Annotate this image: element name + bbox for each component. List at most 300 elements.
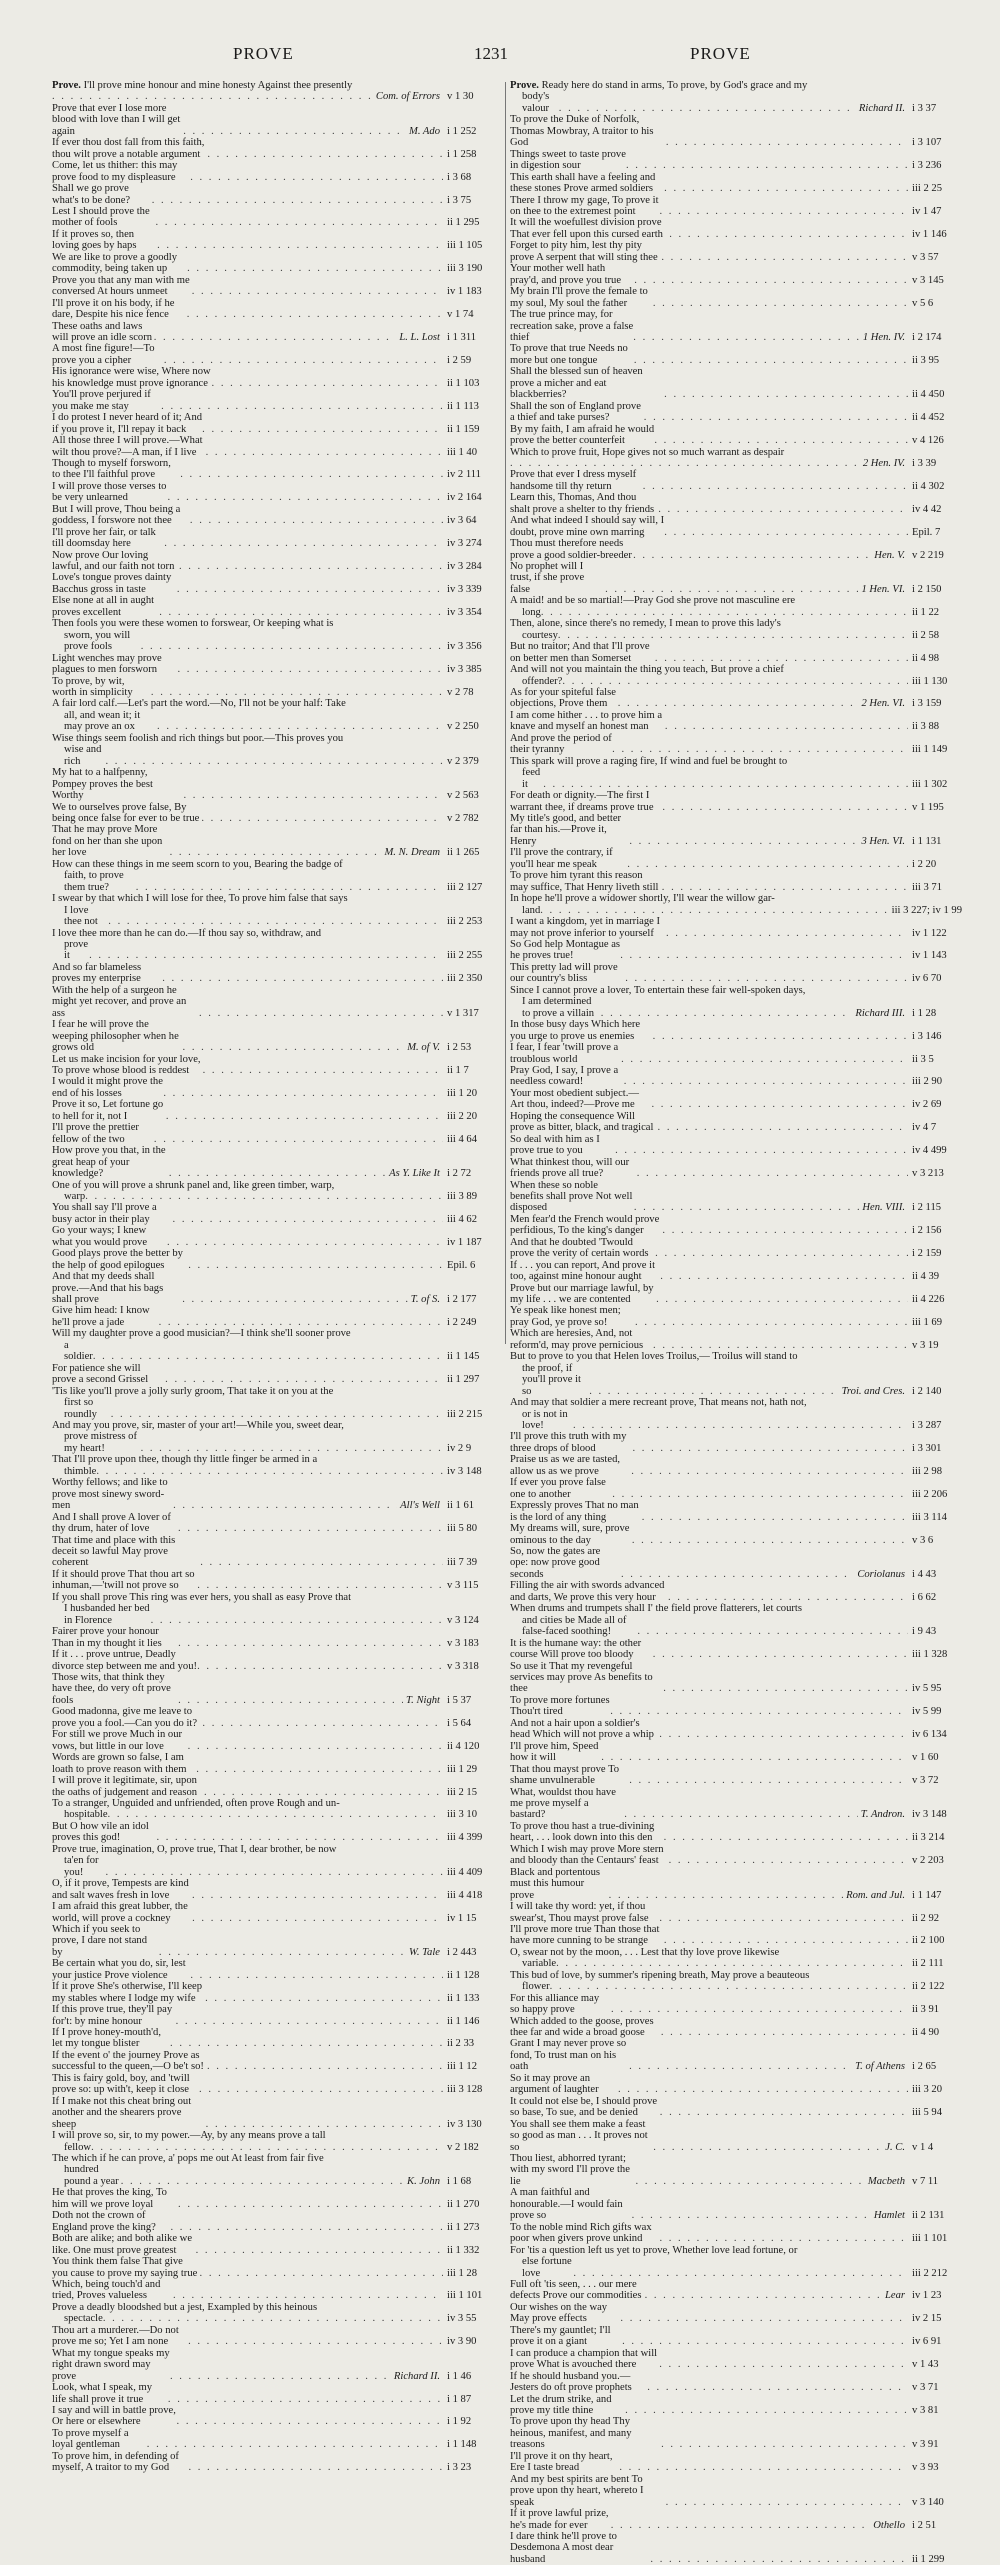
- line-reference: i 3 107: [912, 137, 942, 149]
- leader-dots: [182, 1294, 408, 1305]
- quotation: [52, 1592, 351, 1603]
- leader-dots: [659, 2233, 908, 2244]
- concordance-line: [52, 1386, 497, 1397]
- quotation: [510, 1065, 624, 1088]
- line-reference: i 2 72: [447, 1168, 472, 1180]
- concordance-line: [510, 1477, 962, 1500]
- quotation: [52, 2027, 170, 2050]
- leader-dots: [605, 584, 858, 595]
- leader-dots: [199, 2084, 443, 2095]
- quotation: [510, 2119, 653, 2153]
- quotation: [510, 2451, 619, 2474]
- concordance-line: [510, 1958, 962, 1969]
- line-reference: iii 3 20: [912, 2084, 943, 2096]
- leader-dots: [85, 1191, 443, 1202]
- leader-dots: [625, 973, 908, 984]
- quotation: [510, 813, 629, 847]
- quotation: [52, 1180, 334, 1191]
- concordance-line: [510, 2222, 962, 2245]
- quotation: [510, 1603, 802, 1614]
- concordance-line: [510, 2119, 962, 2153]
- concordance-line: [510, 756, 962, 767]
- concordance-line: [52, 1649, 497, 1672]
- play-abbreviation: Lear: [884, 2290, 905, 2302]
- quotation-text: There I throw my gage, To prove it on thee to the extremest point: [510, 194, 659, 217]
- line-reference: ii 1 145: [447, 1351, 480, 1363]
- quotation-text: I'll prove mine honour and mine honesty Against thee presently: [83, 80, 353, 91]
- quotation-text: For patience she will prove a second Grissel: [52, 1362, 149, 1386]
- quotation-text: Which if you seek to prove, I dare not stand by: [52, 1923, 148, 1958]
- line-reference: i 3 39: [912, 457, 937, 469]
- quotation: [52, 1981, 205, 2004]
- quotation: [52, 1512, 178, 1535]
- concordance-line: [510, 2187, 962, 2221]
- quotation-text: Now prove Our loving lawful, and our faith not torn: [52, 549, 175, 573]
- leader-dots: [653, 1031, 908, 1042]
- quotation-text: O, swear not by the moon, . . . Lest that thy love prove likewise: [510, 1946, 780, 1958]
- leader-dots: [156, 1832, 443, 1843]
- quotation-text: How prove you that, in the great heap of your knowledge?: [52, 1145, 166, 1180]
- leader-dots: [651, 1099, 908, 1110]
- quotation: [510, 630, 558, 641]
- line-reference: i 3 68: [447, 171, 472, 183]
- quotation-text: And will not you maintain the thing you teach, But prove a chief: [510, 664, 784, 676]
- concordance-line: [52, 2096, 497, 2130]
- line-reference: iii 4 409: [447, 1866, 483, 1878]
- line-reference: iv 5 99: [912, 1706, 942, 1718]
- line-reference: iv 5 95: [912, 1683, 942, 1695]
- quotation: [52, 2256, 200, 2279]
- quotation: [52, 939, 89, 962]
- line-reference: v 3 71: [912, 2382, 939, 2394]
- quotation: [52, 2004, 176, 2027]
- line-reference: ii 4 98: [912, 652, 940, 664]
- concordance-line: [52, 1225, 497, 1248]
- line-reference: ii 2 100: [912, 1935, 945, 1947]
- quotation-text: If I make not this cheat bring out another and the shearers prove sheep: [52, 2095, 192, 2130]
- quotation-text: hospitable: [64, 1809, 108, 1821]
- concordance-line: [510, 1500, 962, 1523]
- quotation: [510, 1500, 642, 1523]
- quotation-text: the proof, if you'll prove it so: [522, 1362, 581, 1397]
- line-reference: v 3 19: [912, 1339, 939, 1351]
- concordance-line: [52, 1202, 497, 1225]
- concordance-line: [52, 252, 497, 275]
- line-reference: iii 5 80: [447, 1523, 478, 1535]
- quotation: [52, 1924, 159, 1958]
- line-reference: i 1 68: [447, 2175, 472, 2187]
- quotation: [510, 2325, 622, 2348]
- quotation-text: flower: [522, 1981, 550, 1993]
- quotation-text: I fear he will prove the weeping philosopher when he grows old: [52, 1019, 179, 1054]
- quotation-text: Pray God, I say, I prove a needless coward!: [510, 1064, 619, 1088]
- concordance-line: [510, 309, 962, 343]
- concordance-line: [510, 366, 962, 400]
- quotation-text: To prove him, in defending of myself, A traitor to my God: [52, 2450, 179, 2474]
- concordance-line: [510, 1431, 962, 1454]
- quotation: [510, 916, 666, 939]
- leader-dots: [662, 802, 908, 813]
- quotation-text: You think them false That give you cause to prove my saying true: [52, 2256, 198, 2279]
- leader-dots: [159, 1947, 406, 1958]
- line-reference: ii 1 159: [447, 423, 480, 435]
- quotation-text: So it may prove an argument of laughter: [510, 2072, 599, 2096]
- quotation: [52, 767, 183, 801]
- concordance-line: [510, 1580, 962, 1603]
- concordance-line: [52, 767, 497, 801]
- concordance-line: [52, 1340, 497, 1363]
- concordance-line: [510, 1397, 962, 1408]
- quotation-text: If it . . . prove untrue, Deadly divorce step between me and you!: [52, 1649, 198, 1672]
- leader-dots: [178, 2199, 443, 2210]
- line-reference: ii 1 299: [912, 2553, 945, 2565]
- line-reference: v 3 93: [912, 2462, 939, 2474]
- leader-dots: [601, 1008, 853, 1019]
- play-abbreviation: 2 Hen. VI.: [861, 698, 905, 710]
- leader-dots: [660, 2107, 908, 2118]
- concordance-line: [510, 641, 962, 664]
- line-reference: ii 1 7: [447, 1064, 469, 1076]
- quotation-text: offender?: [522, 675, 563, 687]
- leader-dots: [157, 721, 443, 732]
- leader-dots: [204, 1787, 443, 1798]
- line-reference: iv 1 143: [912, 950, 947, 962]
- quotation-text: prove it: [64, 938, 89, 962]
- concordance-line: [52, 1729, 497, 1752]
- quotation: [510, 905, 540, 916]
- line-reference: ii 2 58: [912, 629, 940, 641]
- quotation: [510, 538, 633, 561]
- quotation: [510, 1214, 662, 1237]
- concordance-line: [510, 2302, 962, 2325]
- quotation: [510, 1454, 631, 1477]
- line-reference: v 1 60: [912, 1752, 939, 1764]
- leader-dots: [105, 756, 443, 767]
- quotation-text: I'll prove her fair, or talk till doomsday here: [52, 526, 156, 550]
- leader-dots: [206, 447, 443, 458]
- concordance-line: [510, 733, 962, 756]
- line-reference: v 5 6: [912, 297, 934, 309]
- quotation-text: In hope he'll prove a widower shortly, I'll wear the willow gar-: [510, 893, 775, 905]
- quotation-text: It will the woefullest division prove That ever fell upon this cursed earth: [510, 217, 663, 240]
- quotation-text: To prove the Duke of Norfolk, Thomas Mowbray, A traitor to his God: [510, 114, 654, 149]
- leader-dots: [633, 332, 860, 343]
- quotation-text: sworn, you will prove fools: [64, 629, 131, 653]
- leader-dots: [165, 1374, 443, 1385]
- line-reference: v 3 91: [912, 2439, 939, 2451]
- play-abbreviation: 3 Hen. VI.: [861, 835, 905, 847]
- quotation-text: Look, what I speak, my life shall prove it true: [52, 2382, 153, 2405]
- concordance-line: [52, 618, 497, 629]
- leader-dots: [197, 1580, 443, 1591]
- quotation-text: If it proves so, then loving goes by haps: [52, 228, 137, 252]
- concordance-line: [52, 1878, 497, 1901]
- leader-dots: [162, 973, 443, 984]
- quotation: [510, 172, 664, 195]
- quotation-text: Prove a deadly bloodshed but a jest, Exampled by this heinous: [52, 2301, 318, 2313]
- quotation: [510, 756, 787, 767]
- quotation: [510, 1042, 621, 1065]
- concordance-line: [510, 1901, 962, 1924]
- leader-dots: [170, 2222, 443, 2233]
- leader-dots: [177, 584, 443, 595]
- quotation-text: thimble: [64, 1465, 97, 1477]
- concordance-line: [52, 160, 497, 183]
- quotation-text: If ever thou dost fall from this faith, thou wilt prove a notable argument: [52, 137, 205, 160]
- play-abbreviation: Hamlet: [873, 2210, 905, 2222]
- concordance-line: [52, 2382, 497, 2405]
- concordance-line: [510, 1454, 962, 1477]
- quotation-text: Good madonna, give me leave to prove you a fool.—Can you do it?: [52, 1706, 198, 1729]
- line-reference: iv 4 42: [912, 503, 942, 515]
- concordance-line: [52, 504, 497, 527]
- quotation: [510, 401, 644, 424]
- leader-dots: [629, 836, 858, 847]
- quotation: [52, 1603, 151, 1626]
- leader-dots: [176, 2016, 443, 2027]
- quotation: [510, 2256, 573, 2279]
- line-reference: iii 1 40: [447, 446, 478, 458]
- line-reference: ii 1 113: [447, 400, 479, 412]
- leader-dots: [626, 160, 908, 171]
- quotation-text: I am determined to prove a villain: [522, 996, 595, 1019]
- leader-dots: [625, 2405, 908, 2416]
- quotation-text: Will my daughter prove a good musician?—I think she'll sooner prove: [52, 1328, 351, 1340]
- play-abbreviation: W. Tale: [408, 1946, 440, 1958]
- line-reference: ii 2 131: [912, 2210, 945, 2222]
- line-reference: v 3 183: [447, 1637, 479, 1649]
- line-reference: ii 2 33: [447, 2038, 475, 2050]
- quotation: [52, 1397, 111, 1420]
- leader-dots: [151, 687, 443, 698]
- play-abbreviation: K. John: [407, 2175, 440, 2187]
- leader-dots: [156, 217, 444, 228]
- line-reference: iv 3 339: [447, 583, 482, 595]
- leader-dots: [89, 950, 443, 961]
- quotation-text: To a stranger, Unguided and unfriended, often prove Rough and un-: [52, 1797, 340, 1809]
- quotation: [52, 1145, 169, 1179]
- left-column: [52, 80, 497, 2474]
- leader-dots: [197, 1661, 443, 1672]
- quotation: [510, 676, 562, 687]
- quotation: [510, 114, 666, 148]
- quotation: [510, 1523, 632, 1546]
- quotation: [52, 1271, 182, 1305]
- quotation: [510, 1947, 779, 1958]
- quotation-text: In those busy days Which here you urge to prove us enemies: [510, 1019, 641, 1042]
- leader-dots: [637, 1626, 908, 1637]
- quotation: [510, 1958, 556, 1969]
- play-abbreviation: T. Andron.: [860, 1809, 905, 1821]
- quotation: [52, 1626, 178, 1649]
- quotation: [52, 2279, 173, 2302]
- line-reference: iv 1 146: [912, 228, 947, 240]
- concordance-line: [52, 802, 497, 825]
- leader-dots: [611, 2004, 908, 2015]
- quotation: [52, 298, 187, 321]
- line-reference: iii 2 98: [912, 1465, 943, 1477]
- quotation: [510, 1615, 637, 1638]
- leader-dots: [655, 653, 908, 664]
- concordance-line: [52, 1054, 497, 1077]
- quotation: [52, 2348, 170, 2382]
- leader-dots: [629, 1775, 908, 1786]
- line-reference: iv 3 90: [447, 2336, 477, 2348]
- line-reference: ii 4 452: [912, 412, 945, 424]
- line-reference: ii 4 90: [912, 2027, 940, 2039]
- concordance-line: [52, 1122, 497, 1145]
- quotation-text: I say and will in battle prove, Or here or elsewhere: [52, 2404, 176, 2428]
- concordance-line: [52, 1981, 497, 2004]
- line-reference: iv 2 111: [447, 469, 481, 481]
- leader-dots: [187, 309, 443, 320]
- quotation-text: And prove the period of their tyranny: [510, 732, 612, 756]
- running-head-left: PROVE: [233, 44, 294, 63]
- quotation-text: That I'll prove upon thee, though thy little finger be armed in a: [52, 1454, 318, 1466]
- quotation-text: That he may prove More fond on her than she upon her love: [52, 824, 163, 859]
- line-reference: iv 1 15: [447, 1912, 477, 1924]
- quotation: [52, 1649, 197, 1672]
- line-reference: iv 3 284: [447, 561, 482, 573]
- concordance-line: [510, 469, 962, 492]
- concordance-line: [510, 2394, 962, 2417]
- concordance-line: [52, 2233, 497, 2256]
- concordance-line: [510, 905, 962, 916]
- concordance-line: [52, 1397, 497, 1420]
- quotation: [52, 1386, 333, 1397]
- line-reference: v 3 72: [912, 1775, 939, 1787]
- line-reference: iv 3 354: [447, 606, 482, 618]
- quotation: [52, 2313, 103, 2324]
- quotation-text: What, wouldst thou have me prove myself a bastard?: [510, 1786, 616, 1821]
- leader-dots: [663, 1683, 908, 1694]
- quotation: [510, 447, 784, 458]
- quotation: [510, 561, 605, 595]
- quotation: [52, 1775, 204, 1798]
- line-reference: Epil. 6: [447, 1259, 476, 1271]
- line-reference: ii 4 120: [447, 1740, 480, 1752]
- quotation-text: Doth not the crown of England prove the king?: [52, 2210, 156, 2233]
- quotation-text: These oaths and laws will prove an idle scorn: [52, 320, 153, 343]
- quotation-text: I dare think he'll prove to Desdemona A most dear husband: [510, 2530, 617, 2565]
- line-reference: iii 1 12: [447, 2061, 478, 2073]
- play-abbreviation: Richard II.: [858, 102, 905, 114]
- play-abbreviation: Othello: [873, 2519, 905, 2531]
- quotation-text: To prove more fortunes Thou'rt tired: [510, 1694, 610, 1718]
- leader-dots: [188, 1741, 443, 1752]
- play-abbreviation: Hen. VIII.: [862, 1202, 905, 1214]
- leader-dots: [147, 2439, 443, 2450]
- quotation: [52, 1340, 93, 1363]
- concordance-line: [510, 1603, 962, 1614]
- quotation: [52, 2405, 177, 2428]
- line-reference: i 3 159: [912, 698, 942, 710]
- quotation-text: And that he doubted 'Twould prove the verity of certain words: [510, 1236, 649, 1260]
- leader-dots: [183, 1042, 405, 1053]
- quotation-text: With the help of a surgeon he might yet recover, and prove an ass: [52, 984, 187, 1019]
- concordance-line: [510, 1924, 962, 1947]
- leader-dots: [540, 905, 887, 916]
- quotation-text: When drums and trumpets shall I' the field prove flatterers, let courts: [510, 1603, 802, 1615]
- line-reference: iii 7 39: [447, 1557, 478, 1569]
- leader-dots: [664, 183, 908, 194]
- concordance-line: [52, 2050, 497, 2073]
- line-reference: iii 1 130: [912, 675, 948, 687]
- play-abbreviation: T. of Athens: [855, 2061, 905, 2073]
- line-reference: v 1 317: [447, 1007, 479, 1019]
- concordance-line: [52, 2405, 497, 2428]
- leader-dots: [621, 1569, 854, 1580]
- leader-dots: [93, 1351, 443, 1362]
- leader-dots: [624, 1809, 858, 1820]
- quotation: [510, 1088, 651, 1111]
- leader-dots: [52, 91, 373, 102]
- quotation: [52, 985, 199, 1019]
- quotation: [510, 1180, 634, 1214]
- play-abbreviation: As Y. Like It: [389, 1168, 440, 1180]
- quotation-text: Which to prove fruit, Hope gives not so much warrant as despair: [510, 446, 785, 458]
- line-reference: v 3 6: [912, 1534, 934, 1546]
- concordance-line: [510, 996, 962, 1019]
- quotation-text: Good plays prove the better by the help of good epilogues: [52, 1248, 183, 1271]
- leader-dots: [609, 1890, 843, 1901]
- concordance-line: [52, 80, 497, 91]
- quotation-text: And what indeed I should say will, I doubt, prove mine own marring: [510, 515, 665, 538]
- quotation-text: Our wishes on the way May prove effects: [510, 2301, 608, 2325]
- concordance-line: [52, 1512, 497, 1535]
- quotation-text: What my tongue speaks my right drawn sword may prove: [52, 2347, 170, 2382]
- concordance-line: [52, 595, 497, 618]
- quotation-text: To the noble mind Rich gifts wax poor when givers prove unkind: [510, 2221, 652, 2245]
- quotation-text: 'Tis like you'll prove a jolly surly groom, That take it on you at the: [52, 1385, 334, 1397]
- quotation-text: warp: [64, 1190, 86, 1202]
- leader-dots: [618, 698, 859, 709]
- quotation: [510, 1993, 611, 2016]
- line-reference: i 6 62: [912, 1591, 937, 1603]
- leader-dots: [662, 1225, 908, 1236]
- concordance-line: [510, 538, 962, 561]
- quotation: [52, 527, 164, 550]
- concordance-line: [52, 435, 497, 458]
- quotation: [510, 1787, 624, 1821]
- play-abbreviation: Hen. V.: [874, 549, 905, 561]
- quotation: [52, 859, 343, 870]
- line-reference: v 1 4: [912, 2141, 934, 2153]
- quotation: [510, 2394, 625, 2417]
- line-reference: iv 1 122: [912, 927, 947, 939]
- leader-dots: [550, 1981, 908, 1992]
- line-reference: iii 2 253: [447, 916, 483, 928]
- leader-dots: [207, 2061, 443, 2072]
- quotation-text: The true prince may, for recreation sake, prove a false thief: [510, 309, 634, 343]
- quotation-text: Prove it so, Let fortune go to hell for it, not I: [52, 1099, 164, 1122]
- play-abbreviation: T. Night: [406, 1694, 440, 1706]
- concordance-line: [52, 1775, 497, 1798]
- quotation-text: What thinkest thou, will our friends prove all true?: [510, 1156, 630, 1180]
- concordance-line: [510, 1523, 962, 1546]
- line-reference: iv 1 187: [447, 1236, 482, 1248]
- quotation: [52, 1054, 203, 1077]
- leader-dots: [190, 1970, 443, 1981]
- quotation: [52, 1878, 192, 1901]
- quotation: [52, 1798, 340, 1809]
- concordance-line: [510, 1844, 962, 1867]
- quotation: [510, 870, 662, 893]
- quotation-text: We are like to prove a goodly commodity, being taken up: [52, 251, 178, 275]
- concordance-line: [52, 1477, 497, 1511]
- concordance-line: [510, 916, 962, 939]
- quotation: [510, 2153, 635, 2187]
